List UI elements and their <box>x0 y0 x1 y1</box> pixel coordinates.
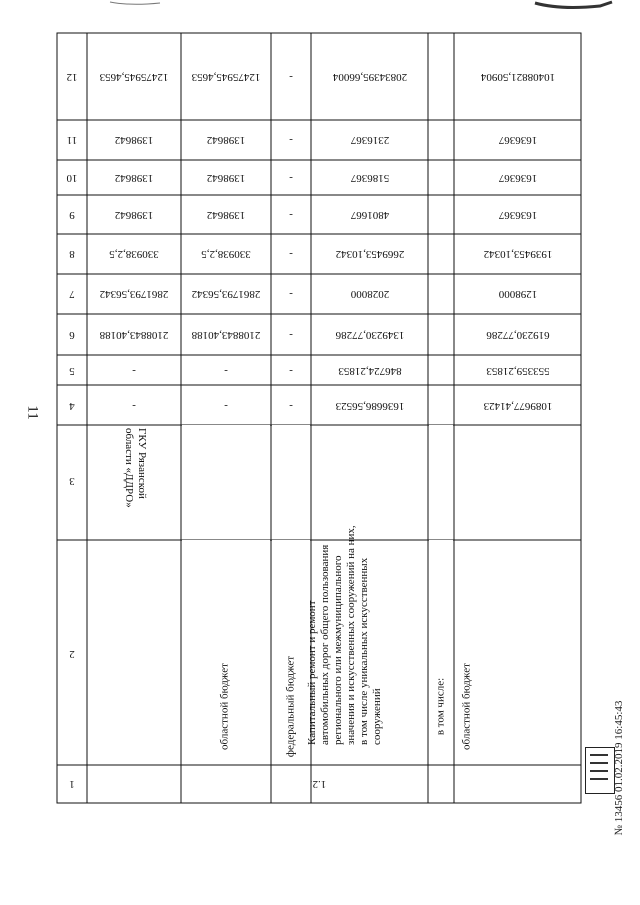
row-2-col-11: - <box>289 134 293 146</box>
header-9: 9 <box>69 209 75 221</box>
header-5: 5 <box>69 365 75 377</box>
row-1-col-10: 1398642 <box>206 172 246 184</box>
row-5-col-10: 1636367 <box>498 172 538 184</box>
executor-cell: ГКУ Рязанской области «ДДРО» <box>123 428 148 508</box>
row-1-col-9: 1398642 <box>206 209 246 221</box>
row-5-col-7: 1298000 <box>498 288 538 300</box>
row-0-col-10: 1398642 <box>114 172 154 184</box>
row-0-col-7: 2861793,56342 <box>99 288 169 300</box>
row-2-col-9: - <box>289 209 293 221</box>
header-4: 4 <box>69 400 75 412</box>
registration-stamp: № 13456 01.02.2019 16:45:43 <box>613 700 625 836</box>
row-3-col-12: 20834395,66004 <box>332 71 408 83</box>
row-1-col-12: 12475945,4653 <box>191 71 261 83</box>
header-11: 11 <box>66 134 78 146</box>
row-5-col-12: 10408821,50904 <box>480 71 556 83</box>
header-12: 12 <box>66 71 78 83</box>
row-0-col-4: - <box>132 400 136 412</box>
row-1-col-8: 330938,2,5 <box>201 248 251 260</box>
row-1-name: областной бюджет <box>218 663 231 750</box>
row-4-name: в том числе: <box>434 677 447 736</box>
row-1-col-11: 1398642 <box>206 134 246 146</box>
row-3-col-6: 1349230,77286 <box>335 329 405 341</box>
row-5-col-9: 1636367 <box>498 209 538 221</box>
row-5-name: областной бюджет <box>460 663 473 750</box>
row-5-col-6: 619230,77286 <box>486 329 550 341</box>
row-2-col-5: - <box>289 365 293 377</box>
row-3-col-5: 846724,21853 <box>338 365 402 377</box>
row-5-col-8: 1939453,10342 <box>483 248 553 260</box>
row-3-name: Капитальный ремонт и ремонт автомобильных дорог общего пользования регионального или межмуниципального значения и искусственных сооружений на них, в том числе уникальных искусственных сооружений <box>306 525 383 745</box>
row-2-col-8: - <box>289 248 293 260</box>
row-3-col-11: 2316367 <box>350 134 390 146</box>
row-1-col-7: 2861793,56342 <box>191 288 261 300</box>
row-3-col-9: 4801667 <box>350 209 390 221</box>
header-7: 7 <box>69 288 75 300</box>
row-0-col-12: 12475945,4653 <box>99 71 169 83</box>
row-2-col-7: - <box>289 288 293 300</box>
row-0-col-5: - <box>132 365 136 377</box>
header-1: 1 <box>69 778 75 790</box>
row-0-col-8: 330938,2,5 <box>109 248 159 260</box>
page-number: 11 <box>24 405 41 420</box>
header-2: 2 <box>69 648 75 660</box>
header-8: 8 <box>69 248 75 260</box>
row-5-col-4: 1089677,41423 <box>483 400 553 412</box>
row-3-col-10: 5186367 <box>350 172 390 184</box>
row-1-col-4: - <box>224 400 228 412</box>
row-2-col-12: - <box>289 71 293 83</box>
row-0-col-11: 1398642 <box>114 134 154 146</box>
row-3-num: 1.2. <box>309 778 327 790</box>
row-2-col-10: - <box>289 172 293 184</box>
row-5-col-11: 1636367 <box>498 134 538 146</box>
row-0-col-9: 1398642 <box>114 209 154 221</box>
row-1-col-5: - <box>224 365 228 377</box>
row-1-col-6: 2108843,40188 <box>191 329 261 341</box>
row-2-col-6: - <box>289 329 293 341</box>
row-0-col-6: 2108843,40188 <box>99 329 169 341</box>
header-10: 10 <box>66 172 78 184</box>
row-2-col-4: - <box>289 400 293 412</box>
header-3: 3 <box>69 475 75 487</box>
header-6: 6 <box>69 329 75 341</box>
row-3-col-8: 2669453,10342 <box>335 248 405 260</box>
row-2-name: федеральный бюджет <box>284 655 297 758</box>
row-5-col-5: 553359,21853 <box>486 365 550 377</box>
row-3-col-7: 2028000 <box>350 288 390 300</box>
row-3-col-4: 1636686,56523 <box>335 400 405 412</box>
